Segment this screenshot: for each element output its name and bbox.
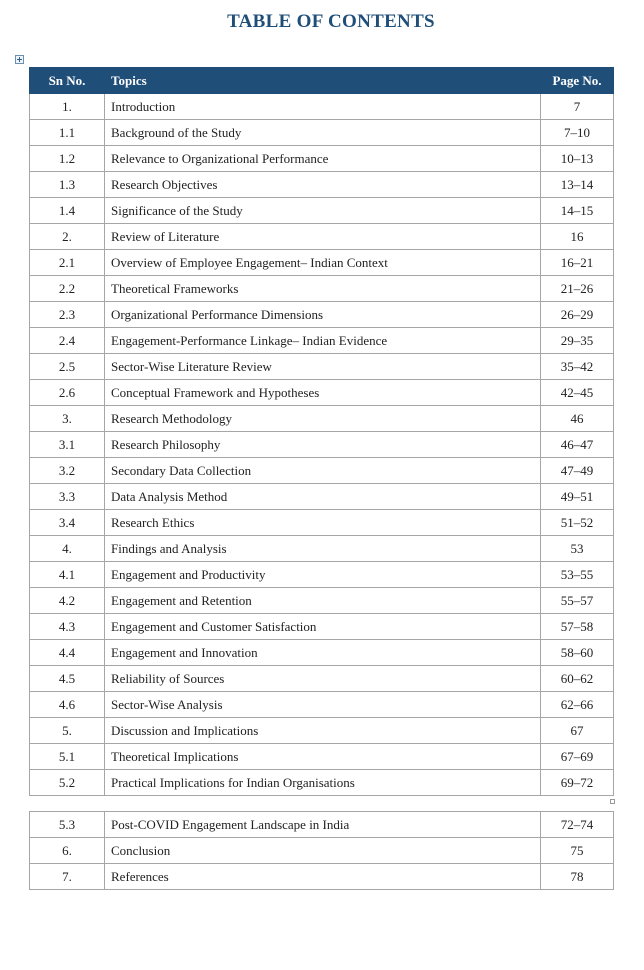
table-row xyxy=(30,838,614,864)
cell-sn: 6. xyxy=(30,838,105,864)
table-row xyxy=(30,744,614,770)
cell-sn: 2.5 xyxy=(30,354,105,380)
cell-page: 16–21 xyxy=(541,250,614,276)
cell-sn: 4. xyxy=(30,536,105,562)
table-row xyxy=(30,692,614,718)
cell-sn: 1.2 xyxy=(30,146,105,172)
cell-sn: 2.2 xyxy=(30,276,105,302)
header-topics: Topics xyxy=(105,68,541,94)
cell-sn: 3.2 xyxy=(30,458,105,484)
cell-topic: Research Objectives xyxy=(105,172,541,198)
toc-table-body xyxy=(30,94,614,796)
cell-topic: Engagement and Productivity xyxy=(105,562,541,588)
cell-sn: 1.1 xyxy=(30,120,105,146)
cell-topic: Organizational Performance Dimensions xyxy=(105,302,541,328)
cell-page: 10–13 xyxy=(541,146,614,172)
cell-topic: Research Methodology xyxy=(105,406,541,432)
table-row xyxy=(30,614,614,640)
cell-topic: Sector-Wise Analysis xyxy=(105,692,541,718)
cell-sn: 4.6 xyxy=(30,692,105,718)
cell-topic: Significance of the Study xyxy=(105,198,541,224)
table-row xyxy=(30,146,614,172)
cell-topic: Theoretical Frameworks xyxy=(105,276,541,302)
cell-sn: 7. xyxy=(30,864,105,890)
cell-topic: Discussion and Implications xyxy=(105,718,541,744)
cell-page: 67–69 xyxy=(541,744,614,770)
cell-sn: 2.3 xyxy=(30,302,105,328)
cell-page: 62–66 xyxy=(541,692,614,718)
table-row xyxy=(30,458,614,484)
cell-page: 14–15 xyxy=(541,198,614,224)
header-page-no: Page No. xyxy=(541,68,614,94)
cell-topic: Theoretical Implications xyxy=(105,744,541,770)
table-row xyxy=(30,770,614,796)
cell-topic: Post-COVID Engagement Landscape in India xyxy=(105,812,541,838)
toc-table-continued-body xyxy=(30,812,614,890)
cell-topic: Data Analysis Method xyxy=(105,484,541,510)
cell-topic: Research Philosophy xyxy=(105,432,541,458)
cell-topic: Reliability of Sources xyxy=(105,666,541,692)
cell-page: 35–42 xyxy=(541,354,614,380)
cell-sn: 4.2 xyxy=(30,588,105,614)
cell-sn: 2. xyxy=(30,224,105,250)
table-row xyxy=(30,224,614,250)
cell-page: 58–60 xyxy=(541,640,614,666)
cell-page: 7 xyxy=(541,94,614,120)
table-row xyxy=(30,666,614,692)
cell-page: 49–51 xyxy=(541,484,614,510)
cell-topic: Engagement-Performance Linkage– Indian Evidence xyxy=(105,328,541,354)
cell-page: 57–58 xyxy=(541,614,614,640)
cell-page: 42–45 xyxy=(541,380,614,406)
cell-topic: Engagement and Retention xyxy=(105,588,541,614)
cell-page: 51–52 xyxy=(541,510,614,536)
cell-sn: 4.1 xyxy=(30,562,105,588)
cell-page: 46–47 xyxy=(541,432,614,458)
cell-page: 13–14 xyxy=(541,172,614,198)
cell-page: 16 xyxy=(541,224,614,250)
table-row xyxy=(30,864,614,890)
toc-table-continued xyxy=(29,811,614,890)
table-move-handle-icon[interactable] xyxy=(15,55,24,64)
cell-page: 72–74 xyxy=(541,812,614,838)
cell-page: 78 xyxy=(541,864,614,890)
table-row xyxy=(30,588,614,614)
cell-sn: 1.4 xyxy=(30,198,105,224)
cell-topic: Practical Implications for Indian Organisations xyxy=(105,770,541,796)
cell-page: 53 xyxy=(541,536,614,562)
cell-sn: 2.4 xyxy=(30,328,105,354)
cell-topic: Conclusion xyxy=(105,838,541,864)
page-title: TABLE OF CONTENTS xyxy=(227,11,435,32)
cell-topic: Relevance to Organizational Performance xyxy=(105,146,541,172)
table-row xyxy=(30,120,614,146)
header-sn: Sn No. xyxy=(30,68,105,94)
cell-sn: 4.3 xyxy=(30,614,105,640)
cell-sn: 5. xyxy=(30,718,105,744)
table-row xyxy=(30,432,614,458)
cell-sn: 2.1 xyxy=(30,250,105,276)
cell-page: 47–49 xyxy=(541,458,614,484)
table-row xyxy=(30,562,614,588)
cell-page: 29–35 xyxy=(541,328,614,354)
cell-topic: Engagement and Customer Satisfaction xyxy=(105,614,541,640)
table-row xyxy=(30,536,614,562)
cell-sn: 5.3 xyxy=(30,812,105,838)
cell-page: 53–55 xyxy=(541,562,614,588)
cell-sn: 4.5 xyxy=(30,666,105,692)
table-row xyxy=(30,354,614,380)
cell-sn: 3.4 xyxy=(30,510,105,536)
cell-topic: Overview of Employee Engagement– Indian Context xyxy=(105,250,541,276)
cell-sn: 5.2 xyxy=(30,770,105,796)
cell-topic: Background of the Study xyxy=(105,120,541,146)
table-row xyxy=(30,484,614,510)
cell-page: 75 xyxy=(541,838,614,864)
cell-topic: References xyxy=(105,864,541,890)
cell-page: 69–72 xyxy=(541,770,614,796)
table-row xyxy=(30,510,614,536)
cell-sn: 3.1 xyxy=(30,432,105,458)
cell-topic: Engagement and Innovation xyxy=(105,640,541,666)
table-header-row xyxy=(30,68,614,94)
table-row xyxy=(30,276,614,302)
cell-page: 60–62 xyxy=(541,666,614,692)
cell-topic: Findings and Analysis xyxy=(105,536,541,562)
table-row xyxy=(30,328,614,354)
cell-sn: 3.3 xyxy=(30,484,105,510)
cell-topic: Review of Literature xyxy=(105,224,541,250)
table-row xyxy=(30,406,614,432)
table-row xyxy=(30,812,614,838)
cell-page: 67 xyxy=(541,718,614,744)
cell-sn: 5.1 xyxy=(30,744,105,770)
table-row xyxy=(30,718,614,744)
cell-sn: 1.3 xyxy=(30,172,105,198)
cell-page: 26–29 xyxy=(541,302,614,328)
table-row xyxy=(30,640,614,666)
table-row xyxy=(30,250,614,276)
cell-topic: Sector-Wise Literature Review xyxy=(105,354,541,380)
table-row xyxy=(30,198,614,224)
table-row xyxy=(30,172,614,198)
table-row xyxy=(30,302,614,328)
cell-topic: Secondary Data Collection xyxy=(105,458,541,484)
cell-topic: Conceptual Framework and Hypotheses xyxy=(105,380,541,406)
cell-sn: 1. xyxy=(30,94,105,120)
cell-topic: Introduction xyxy=(105,94,541,120)
cell-page: 21–26 xyxy=(541,276,614,302)
cell-page: 55–57 xyxy=(541,588,614,614)
cell-topic: Research Ethics xyxy=(105,510,541,536)
cell-sn: 4.4 xyxy=(30,640,105,666)
table-row xyxy=(30,380,614,406)
cell-page: 46 xyxy=(541,406,614,432)
table-row xyxy=(30,94,614,120)
toc-table xyxy=(29,67,614,796)
cell-page: 7–10 xyxy=(541,120,614,146)
cell-sn: 3. xyxy=(30,406,105,432)
cell-sn: 2.6 xyxy=(30,380,105,406)
table-resize-handle[interactable] xyxy=(610,799,615,804)
